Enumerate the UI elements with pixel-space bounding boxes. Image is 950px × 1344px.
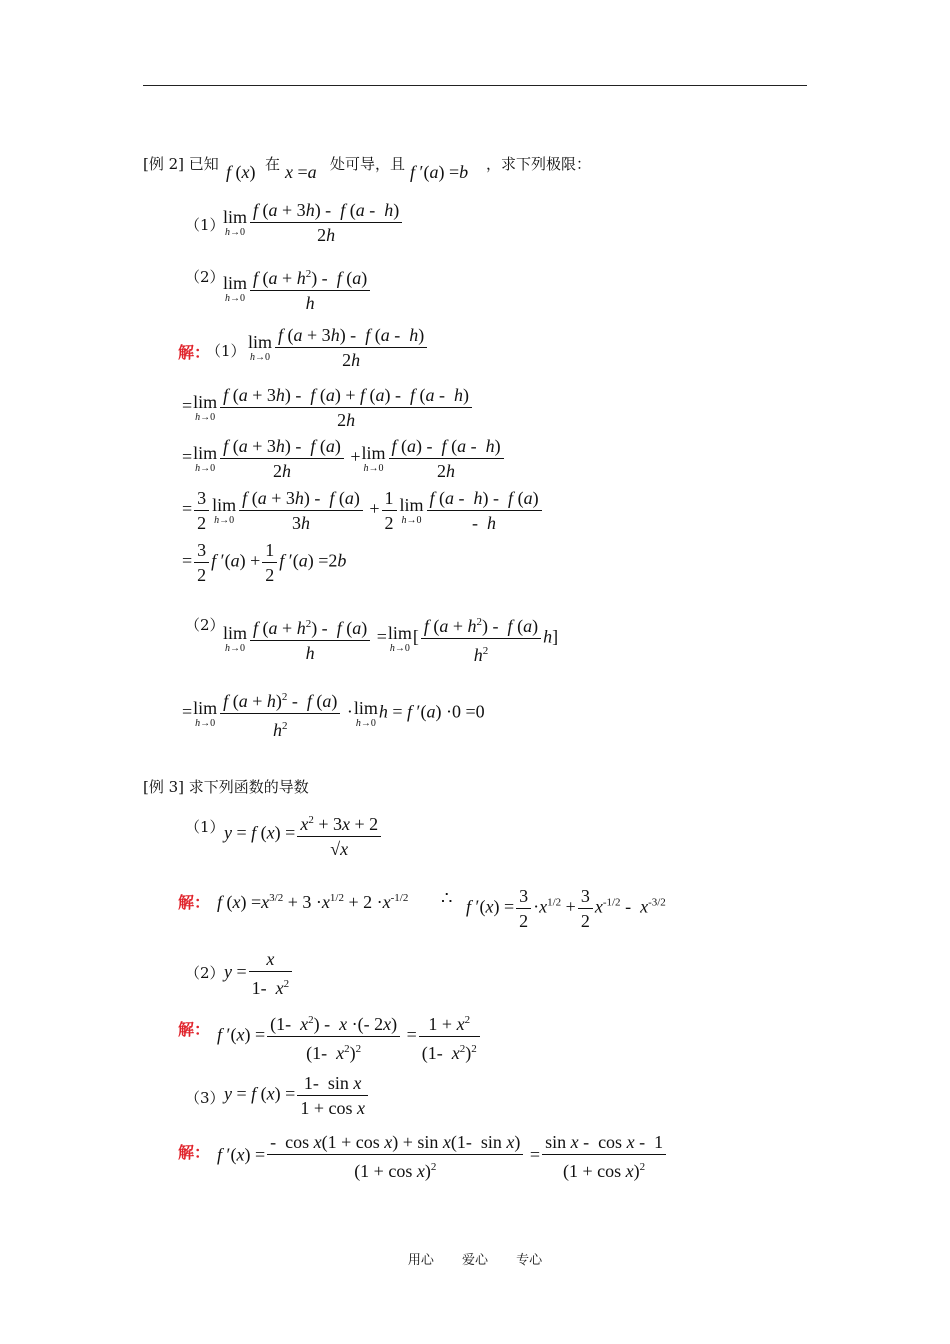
footer-word-1: 用心 [407, 1253, 434, 1268]
solution-2-label: （2） [185, 616, 225, 634]
ex3-problem-3-label: （3） [185, 1089, 225, 1107]
ex3-solution-3-label: 解： [178, 1143, 211, 1162]
ex3-solution-1-label: 解： [178, 893, 211, 912]
problem-2-label: （2） [185, 268, 225, 286]
problem-2-expr: lim h→0 $\frac{f (a + h^2) - f (a)}{h}$ [222, 262, 372, 315]
ex3-solution-1-expr: f $(x) =x^{3/2} + 3 \cdot x^{1/2} + 2 \cdot x^{-1/2}$ [217, 892, 409, 912]
ex3-problem-2-label: （2） [185, 964, 225, 982]
example-3-heading: [例 3] 求下列函数的导数 [143, 778, 309, 796]
fprime-a-equals-b: f ′(a) =b [410, 162, 469, 182]
page-footer [0, 1249, 950, 1268]
ex3-problem-1-label: （1） [185, 818, 225, 836]
ex3-solution-1-derivative: f ′(x) = $\frac{3}{2}$ $\cdot x^{1/2}$ + $\frac{3}{2}$ $x^{-1/2} - x^{-3/2}$ [466, 886, 666, 931]
ex3-solution-2-label: 解： [178, 1020, 211, 1039]
solution-1-line-2: = lim h→0 $\frac{f (a + 3h) - f (a) + f (a) - f (a - h)}{2h}$ [182, 383, 474, 432]
ex3-problem-2-expr: y = $\frac{x}{1- x^2}$ [224, 947, 294, 1000]
footer-word-3: 专心 [516, 1253, 543, 1268]
ex3-problem-1-expr: y = f (x) = $\frac{x^2 + 3x + 2}{√x}$ [224, 808, 383, 861]
fx-symbol: f (x) [226, 162, 256, 182]
example-2-heading [143, 153, 219, 174]
solution-2-line-1: lim h→0 $\frac{f (a + h^2) - f (a)}{h}$ = lim h→0 [ $\frac{f (a + h^2) - f (a)}{h^2}$ h] [222, 610, 558, 667]
solution-1-label: （1） [206, 342, 246, 360]
header-rule [143, 85, 807, 86]
heading-text-2: 在 [265, 155, 281, 173]
ex3-solution-2-expr: f ′(x) = $\frac{(1- x^2) - x \cdot(- 2x)}{(1- x^2)^2}$ = $\frac{1 + x^2}{(1- x^2)^2}$ [217, 1008, 482, 1065]
heading-text-3: 处可导，且 [330, 155, 406, 173]
solution-label: 解： [178, 343, 211, 362]
problem-1-expr: lim h→0 $\frac{f (a + 3h) - f (a - h)}{2h}$ [222, 198, 404, 247]
x-equals-a: x =a [285, 162, 317, 182]
problem-1-label: （1） [185, 216, 225, 234]
ex3-problem-3-expr: y = f (x) = $\frac{\text{1- sin x}}{\text{1 + cos x}}$ [224, 1071, 370, 1120]
solution-2-line-2: = lim h→0 $\frac{f (a + h)^2 - f (a)}{h^2}$ · lim h→0 h = f ′(a) ·0 =0 [182, 685, 485, 742]
ex3-solution-3-expr: f ′(x) = $\frac{\text{- cos x(1 + cos x) + sin x(1- sin x)}}{(1 + \cos x)^2}$ = $\frac{\text{sin x - cos x - 1}}{(1 + \cos x)^2}$ [217, 1130, 668, 1183]
solution-1-line-4: = $\frac{3}{2}$ lim h→0 $\frac{f (a + 3h) - f (a)}{3h}$ + $\frac{1}{2}$ lim h→0 $\frac{f (a - h) - f (a)}{- h}$ [182, 486, 544, 535]
heading-text-4: ，求下列极限： [486, 155, 592, 173]
solution-1-line-1: lim h→0 $\frac{f (a + 3h) - f (a - h)}{2h}$ [247, 323, 429, 372]
solution-1-line-3: = lim h→0 $\frac{f (a + 3h) - f (a)}{2h}$ + lim h→0 $\frac{f (a) - f (a - h)}{2h}$ [182, 434, 506, 483]
therefore-symbol: ∴ [441, 888, 453, 908]
heading-text-1: [例 2] 已知 [143, 155, 219, 173]
footer-word-2: 爱心 [461, 1253, 488, 1268]
solution-1-line-5: = $\frac{3}{2}$ f ′(a) + $\frac{1}{2}$ f ′(a) =2b [182, 540, 347, 585]
